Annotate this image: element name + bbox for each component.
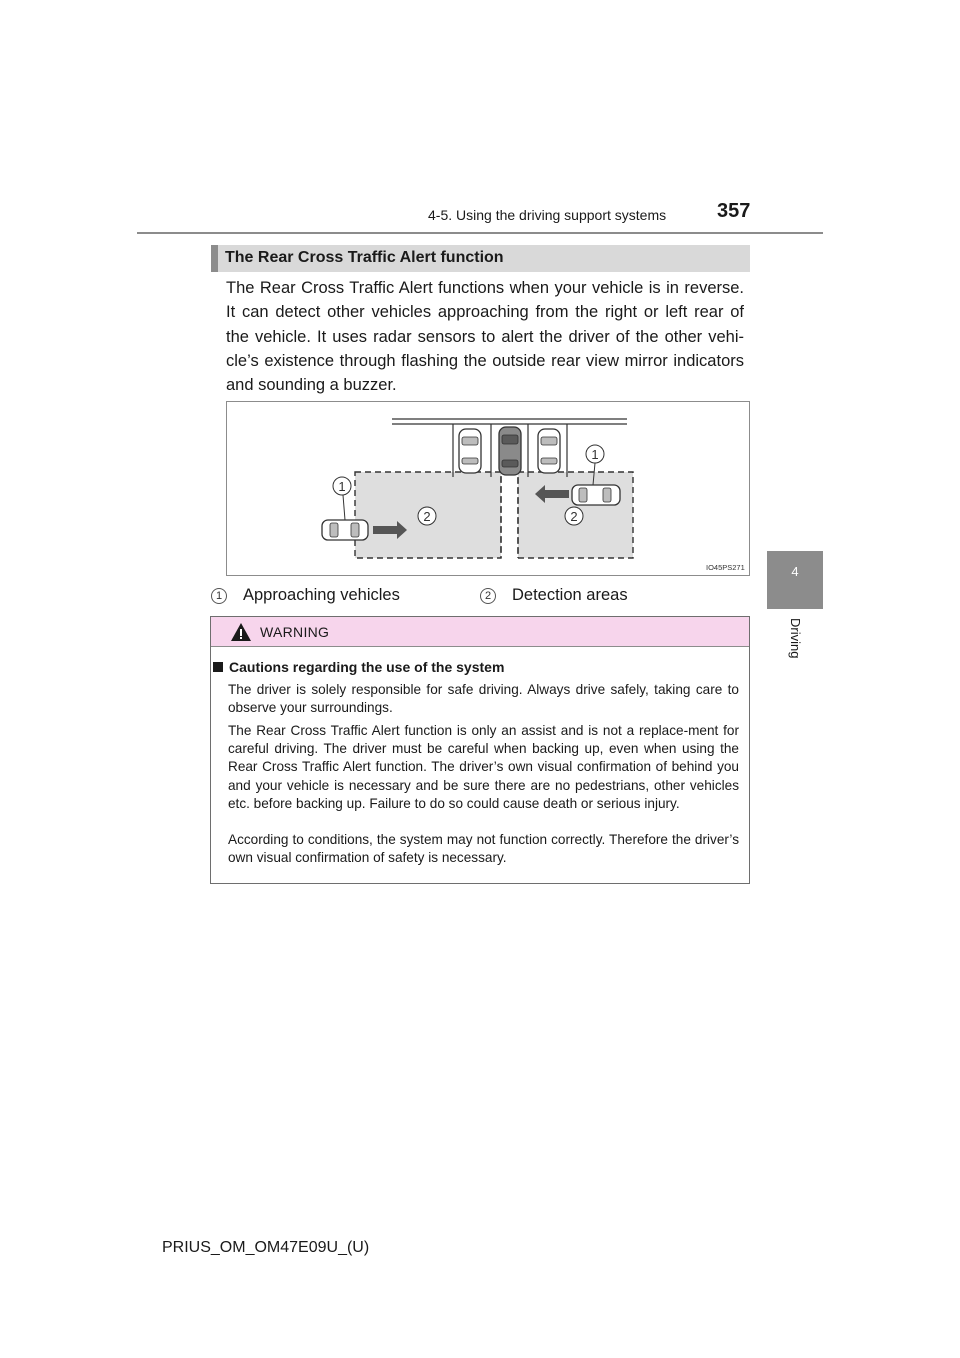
legend-label-2: Detection areas — [512, 586, 628, 604]
caution-bullet-icon — [213, 662, 223, 672]
approaching-vehicle-left — [322, 520, 368, 540]
rcta-diagram-svg — [227, 402, 751, 577]
warning-header — [211, 617, 749, 647]
rcta-diagram — [226, 401, 750, 576]
callout-leader-left — [343, 495, 345, 520]
figure-code: IO45PS271 — [706, 563, 745, 572]
header-section-title: 4-5. Using the driving support systems — [428, 207, 667, 223]
svg-text:1: 1 — [338, 479, 346, 494]
svg-text:2: 2 — [423, 509, 431, 524]
parked-car-right — [538, 429, 560, 473]
warning-box — [210, 616, 750, 884]
callout-1-right — [586, 445, 604, 463]
chapter-tab-label-wrap — [781, 618, 811, 678]
warning-paragraph-1: The driver is solely responsible for safe driving. Always drive safely, taking care to observe your surroundings. — [228, 682, 739, 716]
approaching-vehicle-right — [572, 485, 620, 505]
footer-document-code: PRIUS_OM_OM47E09U_(U) — [162, 1239, 370, 1256]
parked-car-left — [459, 429, 481, 473]
warning-paragraph-3: According to conditions, the system may not function correctly. Therefore the driver’s own visual confirmation of safety is necessary. — [228, 832, 739, 866]
svg-text:1: 1 — [591, 447, 599, 462]
page-number: 357 — [717, 200, 751, 222]
section-heading — [211, 245, 750, 272]
warning-title: WARNING — [260, 624, 330, 640]
section-heading-text: The Rear Cross Traffic Alert function — [225, 249, 504, 266]
callout-2-left — [418, 507, 436, 525]
callout-2-right — [565, 507, 583, 525]
chapter-tab[interactable] — [767, 551, 823, 609]
own-vehicle — [499, 427, 521, 475]
caution-heading-text: Cautions regarding the use of the system — [229, 659, 505, 675]
caution-heading — [213, 659, 504, 675]
legend-badge-1: 1 — [211, 588, 227, 604]
intro-paragraph: The Rear Cross Traffic Alert functions when your vehicle is in reverse. It can detect other vehicles approaching from the right or left rear of the vehicle. It uses radar sensors to alert the driver of the other vehi-cle’s existence through flashing the outside rear view mirror indicators and sounding a buzzer. — [226, 279, 744, 395]
legend-badge-2: 2 — [480, 588, 496, 604]
svg-text:2: 2 — [570, 509, 578, 524]
header-rule — [137, 232, 823, 234]
chapter-tab-number: 4 — [791, 564, 799, 579]
legend-label-1: Approaching vehicles — [243, 586, 400, 604]
callout-1-left — [333, 477, 351, 495]
section-heading-bar — [211, 245, 218, 272]
warning-paragraph-2: The Rear Cross Traffic Alert function is only an assist and is not a replace-ment for careful driving. The driver must be careful when backing up, even when using the Rear Cross Traffic Alert function. The driver’s own visual confirmation of behind you and your vehicle is necessary and be sure there are no pedestrians, other vehicles etc. before backing up. Failure to do so could cause death or serious injury. — [228, 723, 739, 811]
warning-triangle-icon — [230, 622, 252, 642]
chapter-tab-label: Driving — [788, 618, 803, 659]
